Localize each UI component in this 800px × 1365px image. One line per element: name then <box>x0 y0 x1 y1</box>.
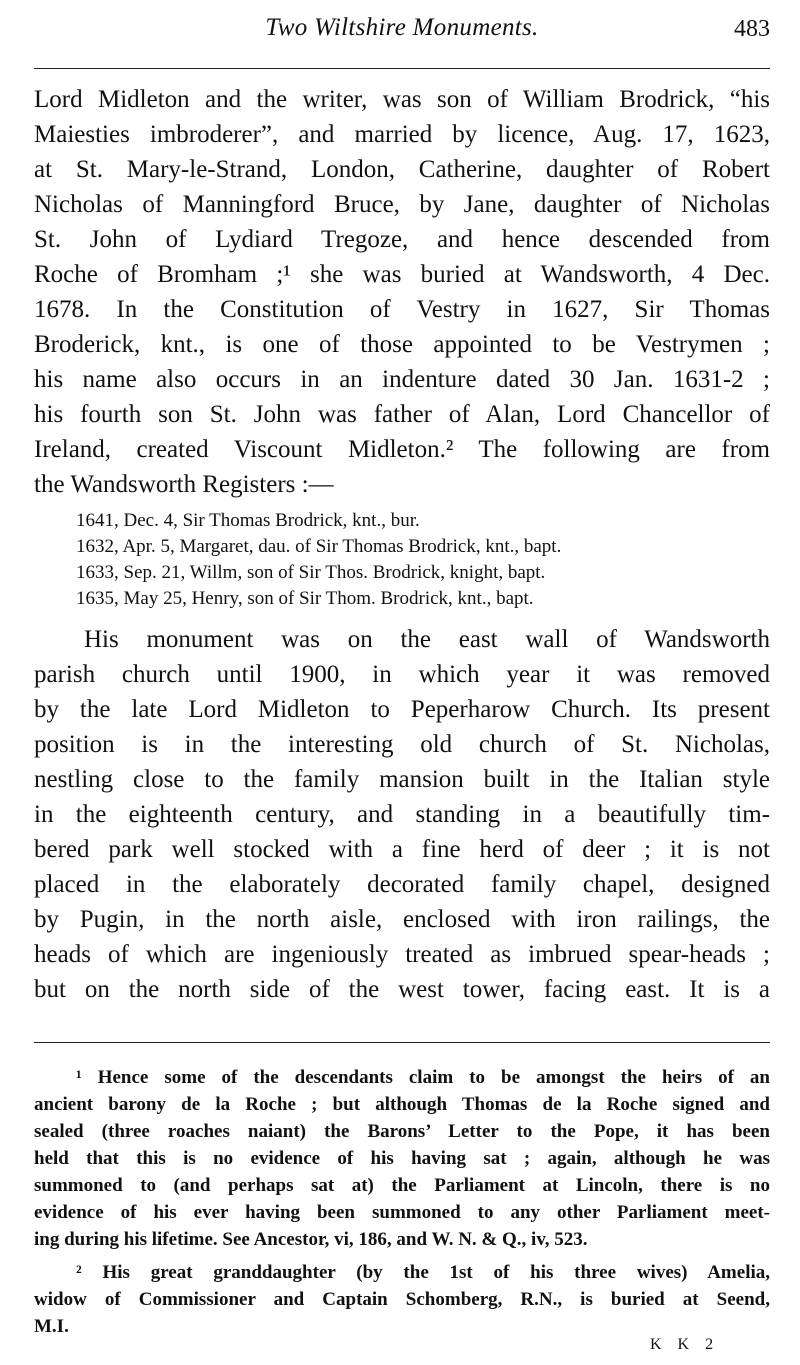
text-line: by the late Lord Midleton to Peperharow Church. Its present <box>34 696 770 723</box>
text-line: Lord Midleton and the writer, was son of William Brodrick, “his <box>34 86 770 113</box>
text-line: the Wandsworth Registers :— <box>34 471 334 498</box>
paragraph-1 <box>34 82 770 502</box>
footnote-line: M.I. <box>34 1316 69 1337</box>
footnote-1 <box>34 1064 770 1253</box>
signature-mark: K K 2 <box>650 1336 720 1353</box>
footnotes <box>34 1064 770 1340</box>
text-line: his fourth son St. John was father of Alan, Lord Chancellor of <box>34 401 770 428</box>
text-line: position is in the interesting old church of St. Nicholas, <box>34 731 770 758</box>
footnote-rule <box>34 1042 770 1043</box>
footnote-line: ² His great granddaughter (by the 1st of his three wives) Amelia, <box>76 1262 770 1283</box>
body-text <box>34 82 770 1007</box>
paragraph-2 <box>34 622 770 1007</box>
text-line: bered park well stocked with a fine herd of deer ; it is not <box>34 836 770 863</box>
register-extracts <box>34 508 770 612</box>
register-entry: 1633, Sep. 21, Willm, son of Sir Thos. Brodrick, knight, bapt. <box>76 562 546 583</box>
text-line: in the eighteenth century, and standing in a beautifully tim- <box>34 801 770 828</box>
footnote-line: sealed (three roaches naiant) the Barons’ Letter to the Pope, it has been <box>34 1121 770 1142</box>
text-line: his name also occurs in an indenture dated 30 Jan. 1631-2 ; <box>34 366 770 393</box>
footnote-line: summoned to (and perhaps sat at) the Parliament at Lincoln, there is no <box>34 1175 770 1196</box>
footnote-line: ¹ Hence some of the descendants claim to be amongst the heirs of an <box>76 1067 770 1088</box>
register-entry: 1632, Apr. 5, Margaret, dau. of Sir Thomas Brodrick, knt., bapt. <box>76 536 562 557</box>
page-number: 483 <box>734 16 770 42</box>
text-line: His monument was on the east wall of Wandsworth <box>84 626 770 653</box>
text-line: 1678. In the Constitution of Vestry in 1627, Sir Thomas <box>34 296 770 323</box>
footnote-line: evidence of his ever having been summoned to any other Parliament meet- <box>34 1202 770 1223</box>
text-line: Maiesties imbroderer”, and married by licence, Aug. 17, 1623, <box>34 121 770 148</box>
text-line: heads of which are ingeniously treated as imbrued spear-heads ; <box>34 941 770 968</box>
text-line: by Pugin, in the north aisle, enclosed with iron railings, the <box>34 906 770 933</box>
running-head <box>34 14 770 48</box>
text-line: parish church until 1900, in which year it was removed <box>34 661 770 688</box>
footnote-line: held that this is no evidence of his having sat ; again, although he was <box>34 1148 770 1169</box>
register-entry: 1635, May 25, Henry, son of Sir Thom. Brodrick, knt., bapt. <box>76 588 534 609</box>
running-title: Two Wiltshire Monuments. <box>265 14 539 41</box>
header-rule <box>34 68 770 69</box>
text-line: nestling close to the family mansion built in the Italian style <box>34 766 770 793</box>
footnote-line: ancient barony de la Roche ; but although Thomas de la Roche signed and <box>34 1094 770 1115</box>
footnote-line: ing during his lifetime. See Ancestor, vi, 186, and W. N. & Q., iv, 523. <box>34 1229 588 1250</box>
text-line: St. John of Lydiard Tregoze, and hence descended from <box>34 226 770 253</box>
text-line: at St. Mary-le-Strand, London, Catherine, daughter of Robert <box>34 156 770 183</box>
text-line: Roche of Bromham ;¹ she was buried at Wandsworth, 4 Dec. <box>34 261 770 288</box>
footnote-2 <box>34 1259 770 1340</box>
register-entry: 1641, Dec. 4, Sir Thomas Brodrick, knt., bur. <box>76 510 420 531</box>
text-line: Ireland, created Viscount Midleton.² The following are from <box>34 436 770 463</box>
text-line: placed in the elaborately decorated family chapel, designed <box>34 871 770 898</box>
text-line: Nicholas of Manningford Bruce, by Jane, daughter of Nicholas <box>34 191 770 218</box>
text-line: but on the north side of the west tower, facing east. It is a <box>34 976 770 1003</box>
footnote-line: widow of Commissioner and Captain Schomberg, R.N., is buried at Seend, <box>34 1289 770 1310</box>
text-line: Broderick, knt., is one of those appointed to be Vestrymen ; <box>34 331 770 358</box>
